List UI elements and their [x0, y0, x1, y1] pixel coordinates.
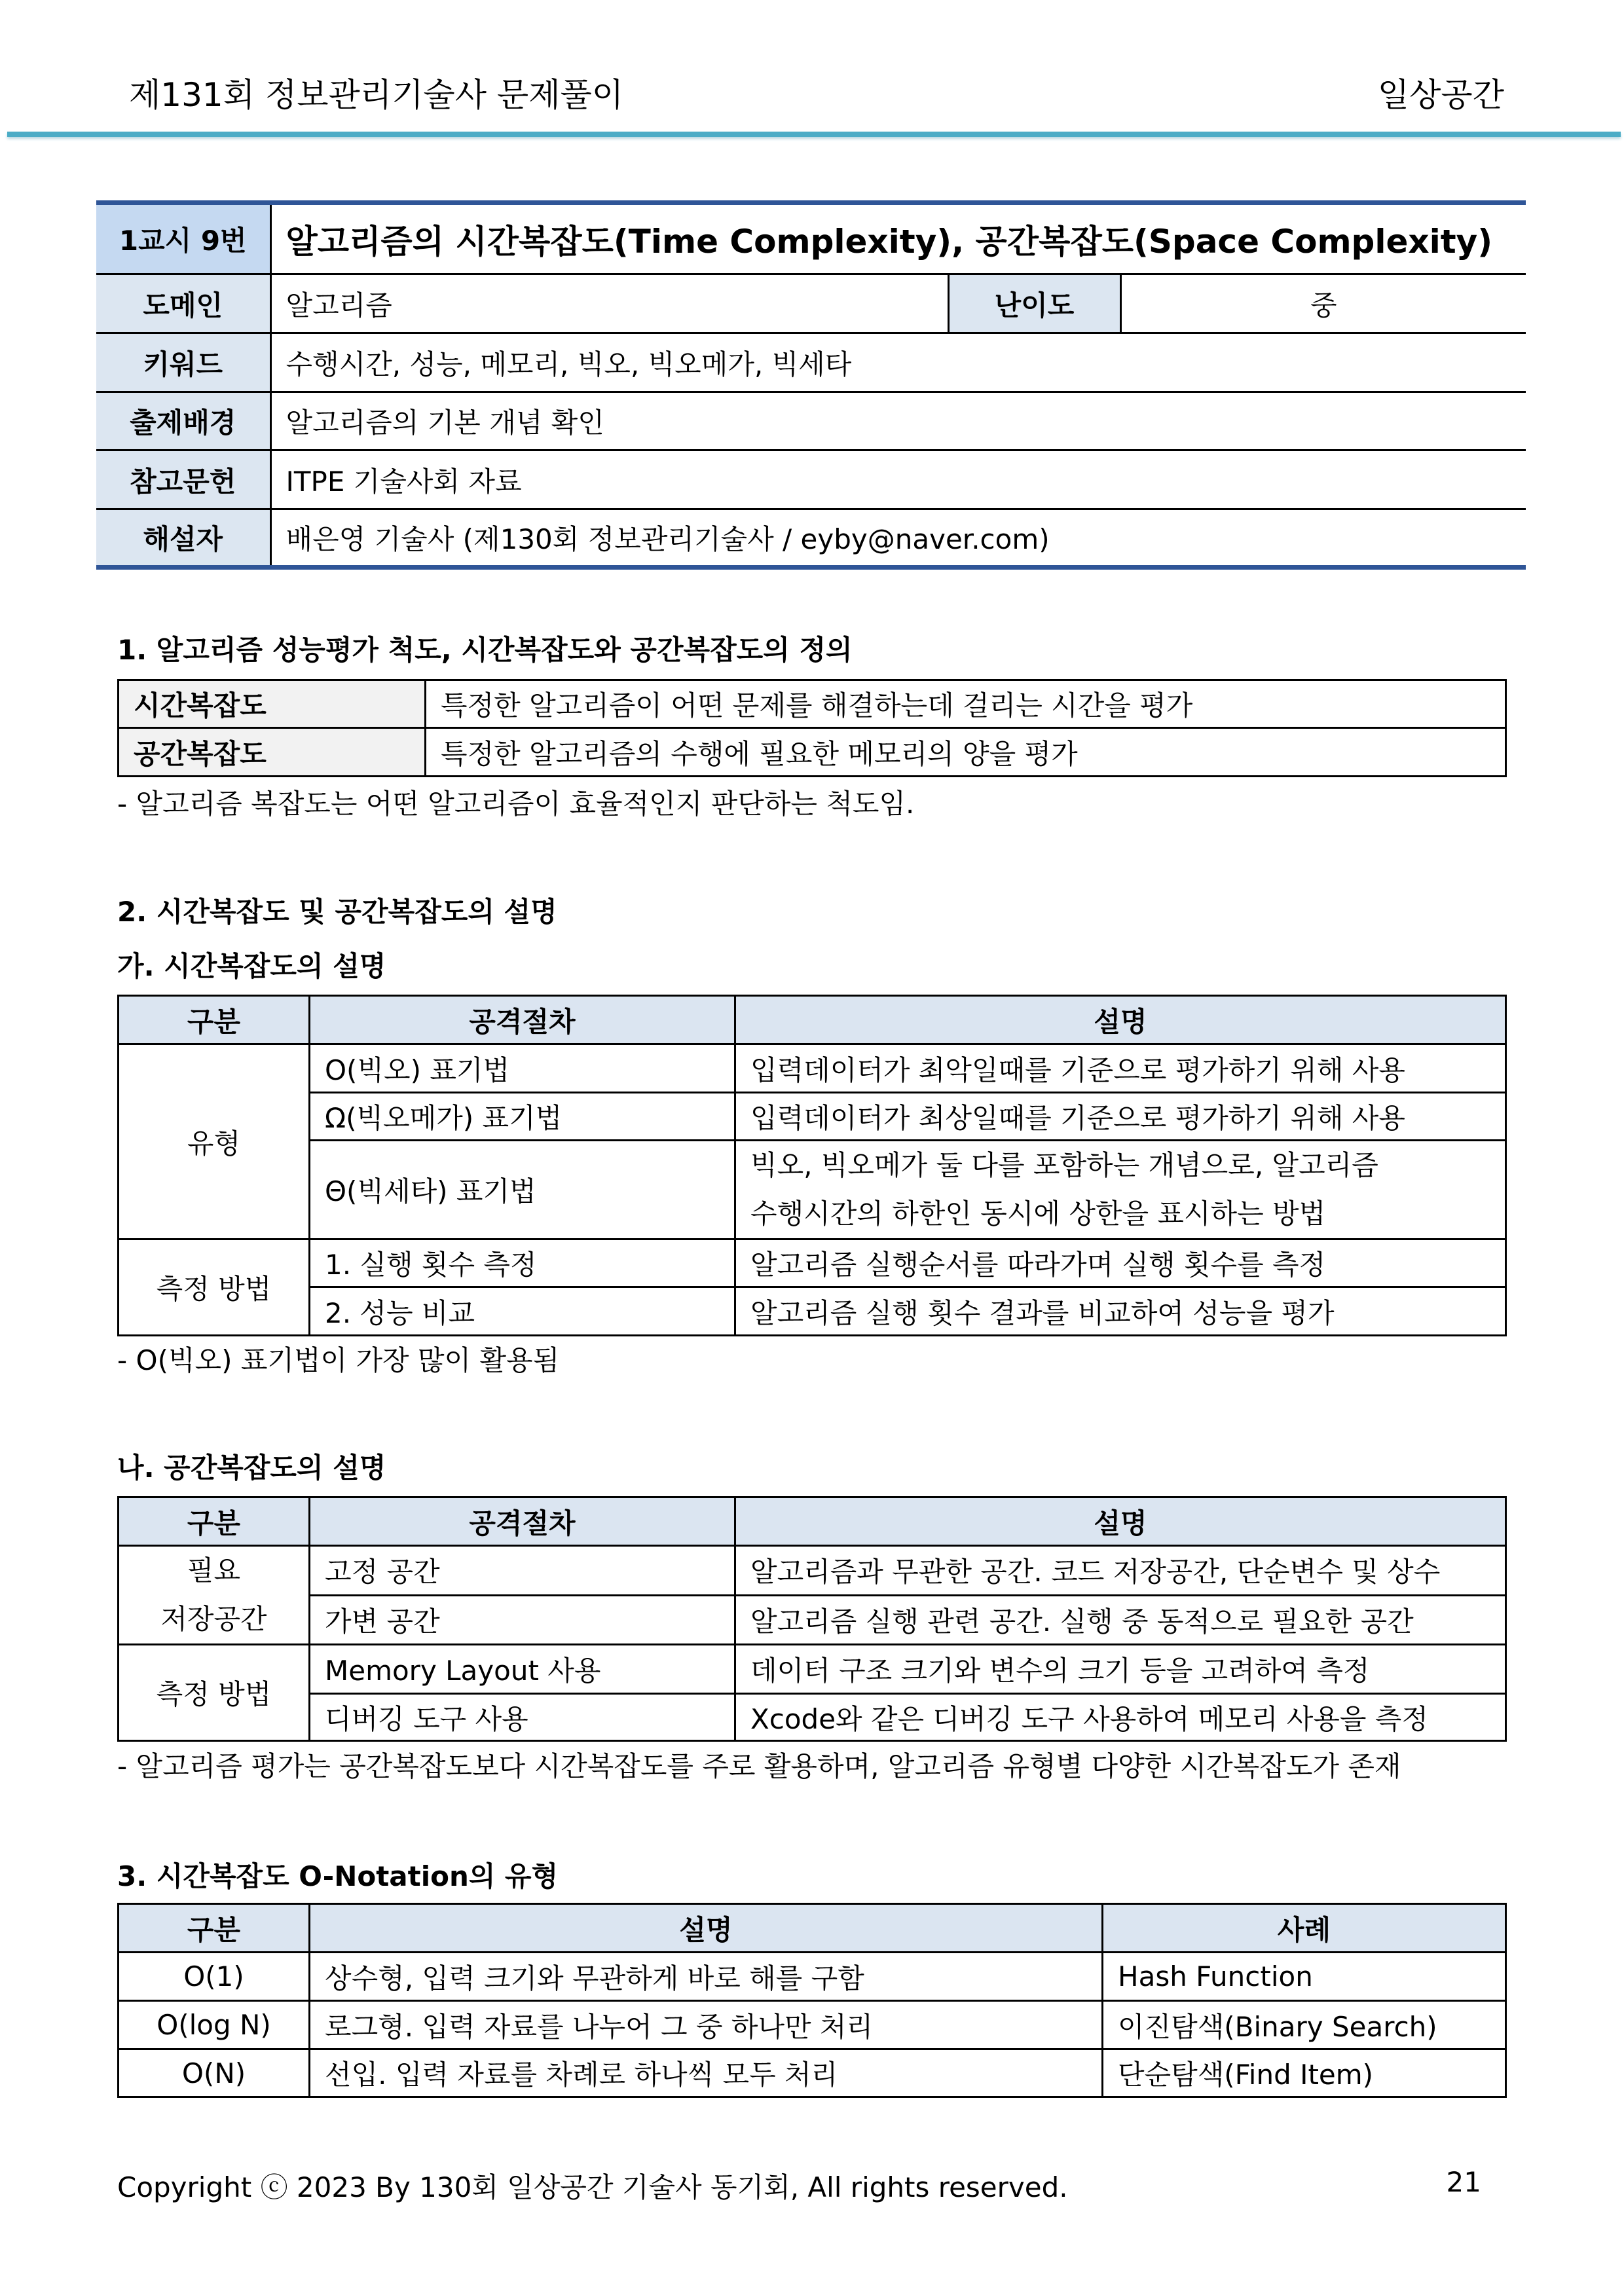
column-header: 구분: [119, 1497, 310, 1546]
item: 2. 성능 비교: [310, 1287, 735, 1336]
desc: 알고리즘 실행 횟수 결과를 비교하여 성능을 평가: [735, 1287, 1506, 1336]
definition-desc: 특정한 알고리즘의 수행에 필요한 메모리의 양을 평가: [426, 728, 1506, 777]
item: Θ(빅세타) 표기법: [310, 1141, 735, 1239]
desc: 알고리즘과 무관한 공간. 코드 저장공간, 단순변수 및 상수: [735, 1546, 1506, 1596]
keyword-value: 수행시간, 성능, 메모리, 빅오, 빅오메가, 빅세타: [270, 333, 1526, 392]
notation-desc: 상수형, 입력 크기와 무관하게 바로 해를 구함: [310, 1953, 1103, 2001]
group-label: 유형: [119, 1044, 310, 1239]
section-3-heading: 3. 시간복잡도 O-Notation의 유형: [117, 1860, 559, 1892]
difficulty-value: 중: [1120, 274, 1526, 333]
definition-label: 공간복잡도: [119, 728, 426, 777]
item: 가변 공간: [310, 1595, 735, 1645]
page-number: 21: [1446, 2166, 1481, 2198]
column-header: 공격절차: [310, 996, 735, 1044]
header-divider: [7, 132, 1621, 137]
o-notation-table: [117, 1903, 1507, 2098]
notation-example: Hash Function: [1103, 1953, 1506, 2001]
desc: 알고리즘 실행순서를 따라가며 실행 횟수를 측정: [735, 1239, 1506, 1287]
desc: 입력데이터가 최악일때를 기준으로 평가하기 위해 사용: [735, 1044, 1506, 1093]
keyword-label: 키워드: [96, 333, 270, 392]
section-2b-note: - 알고리즘 평가는 공간복잡도보다 시간복잡도를 주로 활용하며, 알고리즘 유형별 다양한 시간복잡도가 존재: [117, 1750, 1401, 1782]
group-label: 측정 방법: [119, 1645, 310, 1741]
notation-type: O(N): [119, 2049, 310, 2097]
author-label: 해설자: [96, 509, 270, 568]
desc: 빅오, 빅오메가 둘 다를 포함하는 개념으로, 알고리즘: [750, 1149, 1378, 1181]
notation-example: 이진탐색(Binary Search): [1103, 2001, 1506, 2049]
desc: 데이터 구조 크기와 변수의 크기 등을 고려하여 측정: [735, 1645, 1506, 1694]
background-label: 출제배경: [96, 392, 270, 450]
desc: 수행시간의 하한인 동시에 상한을 표시하는 방법: [750, 1198, 1326, 1230]
reference-label: 참고문헌: [96, 450, 270, 509]
item: 디버깅 도구 사용: [310, 1694, 735, 1741]
column-header: 설명: [735, 996, 1506, 1044]
background-value: 알고리즘의 기본 개념 확인: [270, 392, 1526, 450]
notation-desc: 로그형. 입력 자료를 나누어 그 중 하나만 처리: [310, 2001, 1103, 2049]
notation-desc: 선입. 입력 자료를 차례로 하나씩 모두 처리: [310, 2049, 1103, 2097]
item: Memory Layout 사용: [310, 1645, 735, 1694]
reference-value: ITPE 기술사회 자료: [270, 450, 1526, 509]
group-label: 측정 방법: [119, 1239, 310, 1336]
item: 고정 공간: [310, 1546, 735, 1596]
item: 1. 실행 횟수 측정: [310, 1239, 735, 1287]
brand-name: 일상공간: [1377, 76, 1504, 114]
desc: Xcode와 같은 디버깅 도구 사용하여 메모리 사용을 측정: [735, 1694, 1506, 1741]
desc: 알고리즘 실행 관련 공간. 실행 중 동적으로 필요한 공간: [735, 1595, 1506, 1645]
definition-desc: 특정한 알고리즘이 어떤 문제를 해결하는데 걸리는 시간을 평가: [426, 680, 1506, 728]
column-header: 구분: [119, 996, 310, 1044]
domain-value: 알고리즘: [270, 274, 948, 333]
section-2a-heading: 가. 시간복잡도의 설명: [117, 950, 386, 982]
column-header: 설명: [735, 1497, 1506, 1546]
document-title: 제131회 정보관리기술사 문제풀이: [129, 76, 624, 114]
item: Ω(빅오메가) 표기법: [310, 1093, 735, 1141]
group-label: 필요: [187, 1554, 241, 1587]
domain-label: 도메인: [96, 274, 270, 333]
question-info-table: [96, 200, 1526, 570]
question-number: 1교시 9번: [96, 203, 270, 274]
column-header: 설명: [310, 1904, 1103, 1953]
section-1-heading: 1. 알고리즘 성능평가 척도, 시간복잡도와 공간복잡도의 정의: [117, 634, 853, 666]
column-header: 공격절차: [310, 1497, 735, 1546]
group-label: 저장공간: [160, 1603, 267, 1635]
column-header: 구분: [119, 1904, 310, 1953]
time-complexity-table: [117, 995, 1507, 1336]
desc: 입력데이터가 최상일때를 기준으로 평가하기 위해 사용: [735, 1093, 1506, 1141]
section-1-note: - 알고리즘 복잡도는 어떤 알고리즘이 효율적인지 판단하는 척도임.: [117, 788, 915, 820]
section-2a-note: - O(빅오) 표기법이 가장 많이 활용됨: [117, 1344, 560, 1376]
notation-example: 단순탐색(Find Item): [1103, 2049, 1506, 2097]
section-2b-heading: 나. 공간복잡도의 설명: [117, 1452, 386, 1484]
definition-table: [117, 679, 1507, 777]
author-value: 배은영 기술사 (제130회 정보관리기술사 / eyby@naver.com): [270, 509, 1526, 568]
space-complexity-table: [117, 1496, 1507, 1742]
column-header: 사례: [1103, 1904, 1506, 1953]
notation-type: O(1): [119, 1953, 310, 2001]
section-2-heading: 2. 시간복잡도 및 공간복잡도의 설명: [117, 896, 557, 928]
question-title: 알고리즘의 시간복잡도(Time Complexity), 공간복잡도(Space Complexity): [270, 203, 1526, 274]
definition-label: 시간복잡도: [119, 680, 426, 728]
copyright: Copyright ⓒ 2023 By 130회 일상공간 기술사 동기회, All rights reserved.: [117, 2171, 1068, 2203]
notation-type: O(log N): [119, 2001, 310, 2049]
difficulty-label: 난이도: [948, 274, 1120, 333]
item: O(빅오) 표기법: [310, 1044, 735, 1093]
